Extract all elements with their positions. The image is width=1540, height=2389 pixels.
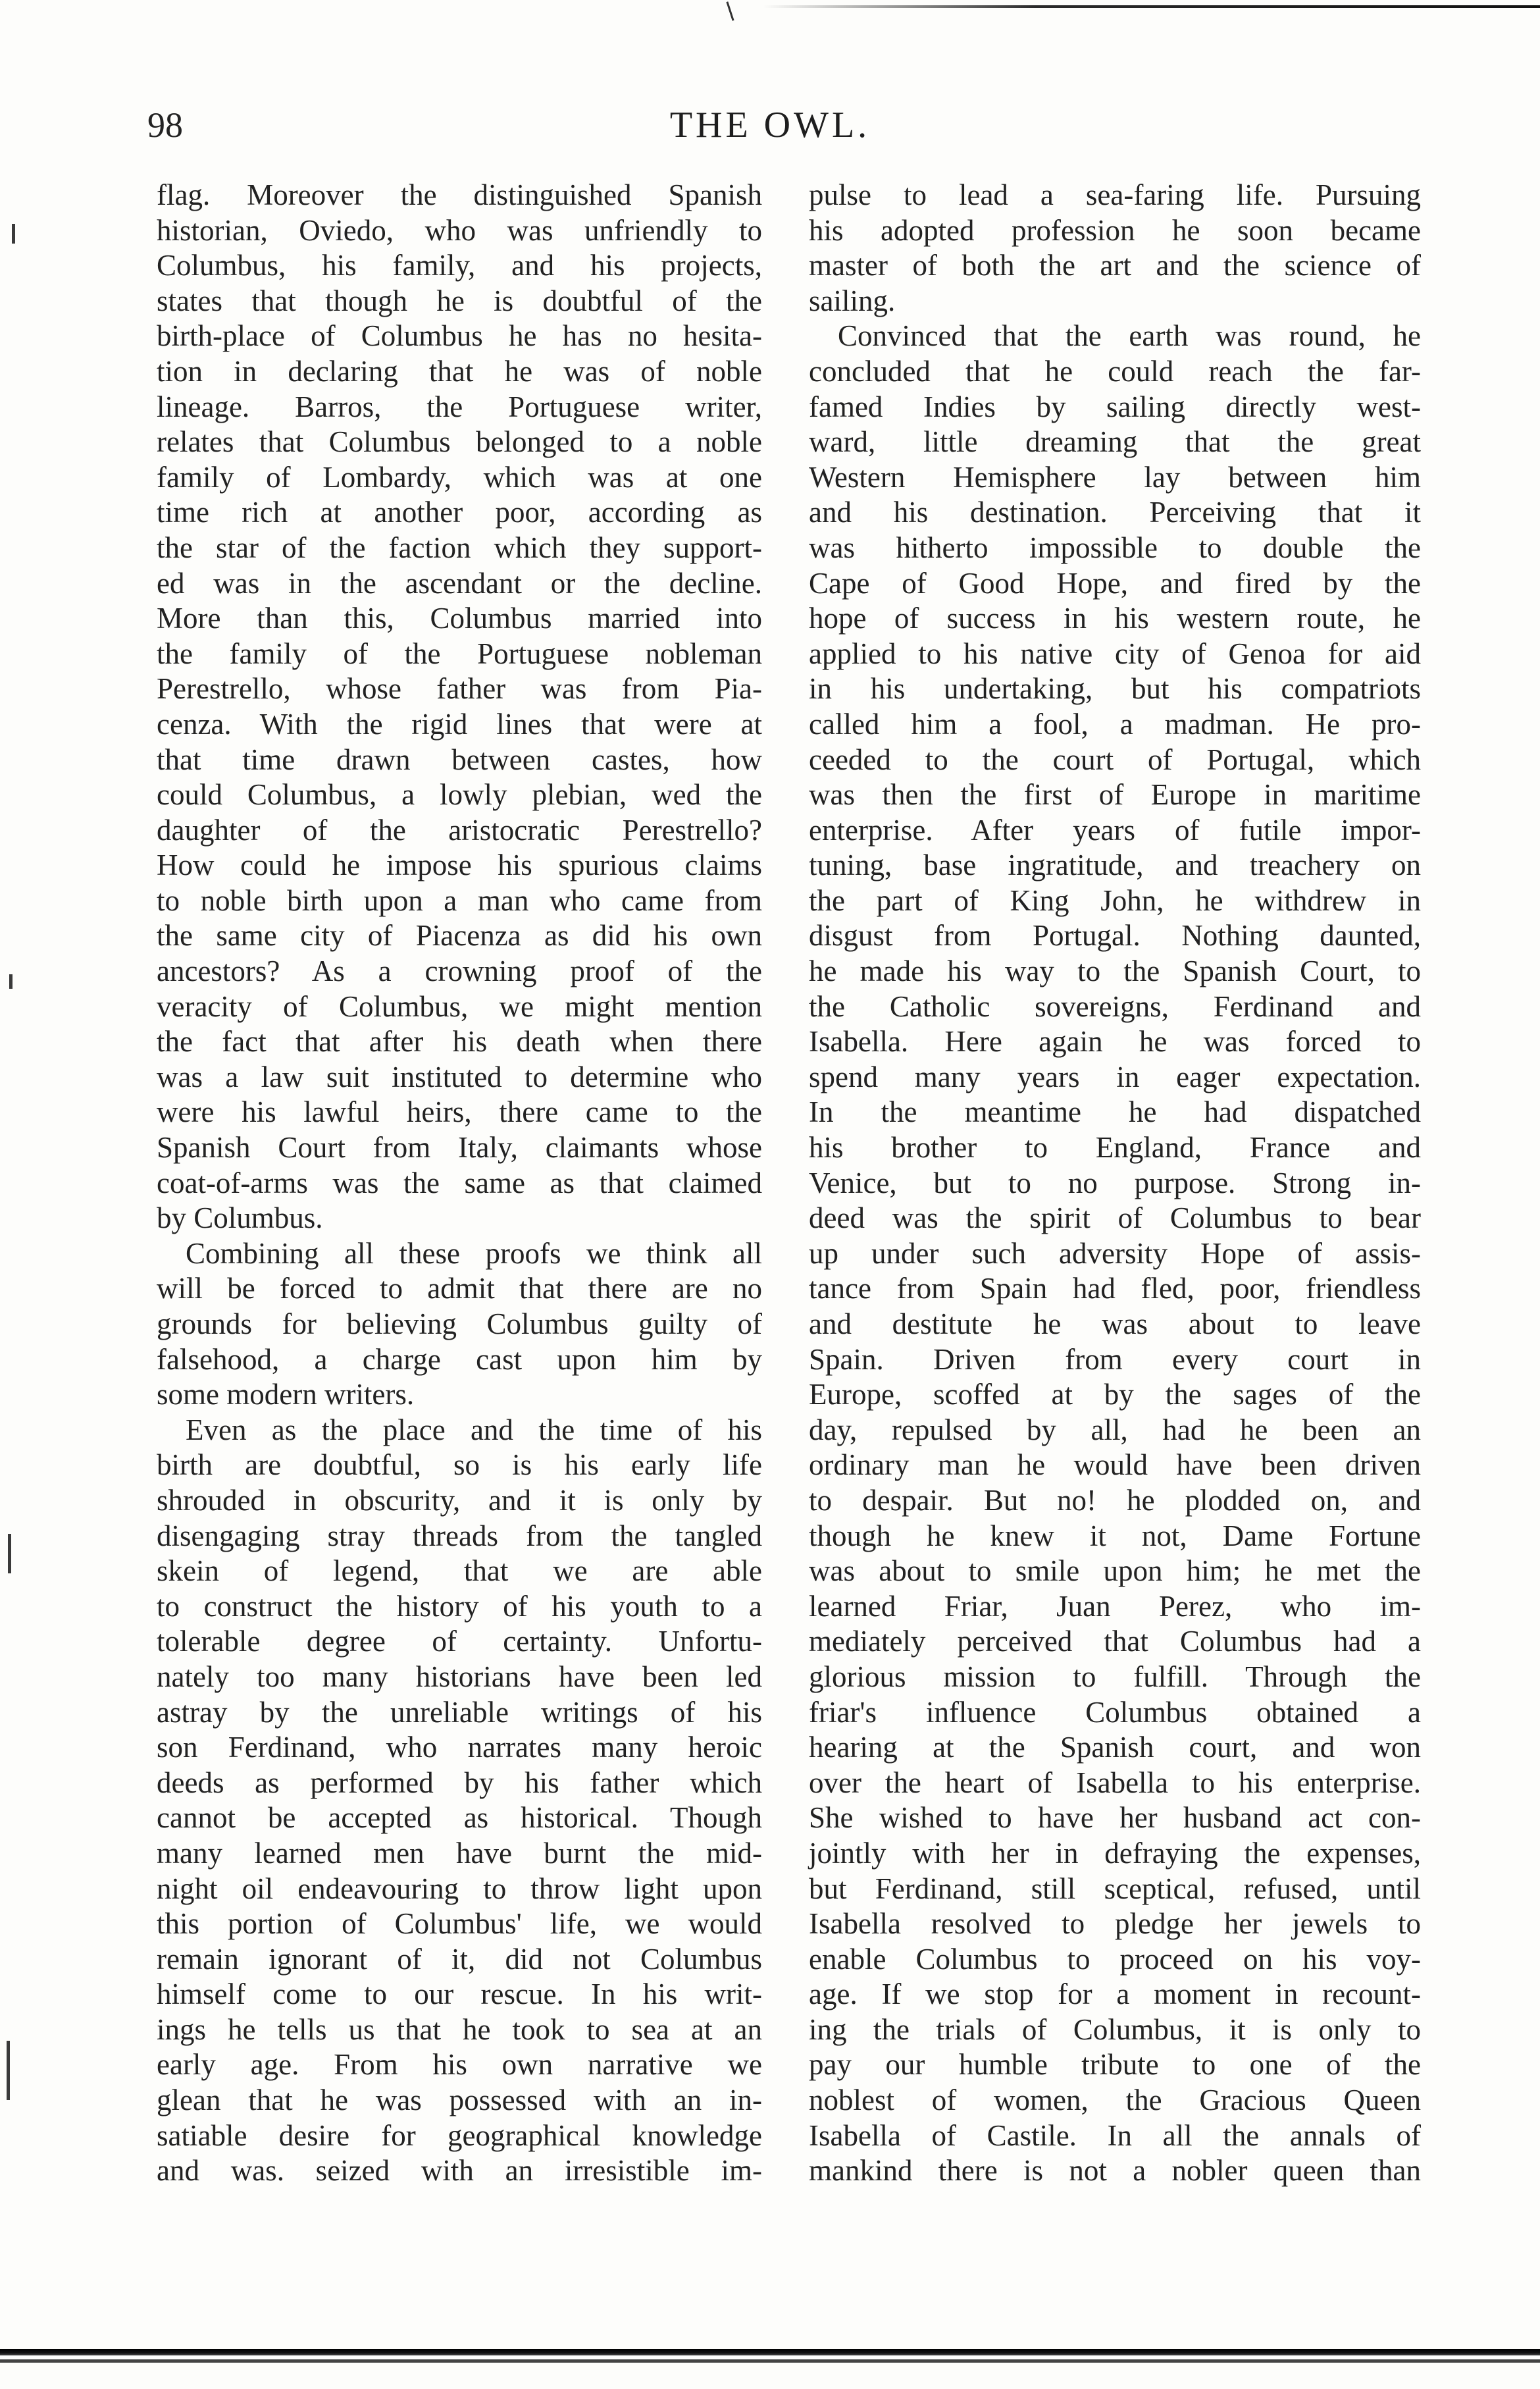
text-line: historian, Oviedo, who was unfriendly to <box>157 213 762 247</box>
text-line: tuning, base ingratitude, and treachery on <box>809 849 1421 882</box>
text-line: and was. seized with an irresistible im- <box>157 2154 762 2188</box>
text-line: coat-of-arms was the same as that claimed <box>157 1166 762 1199</box>
text-line: Western Hemisphere lay between him <box>809 460 1421 494</box>
text-line: Spain. Driven from every court in <box>809 1342 1421 1376</box>
text-line: and destitute he was about to leave <box>809 1307 1421 1340</box>
text-line: master of both the art and the science of <box>809 249 1421 282</box>
text-line: time rich at another poor, according as <box>157 496 762 529</box>
text-line: the family of the Portuguese nobleman <box>157 637 762 670</box>
text-line: ed was in the ascendant or the decline. <box>157 566 762 600</box>
text-line: grounds for believing Columbus guilty of <box>157 1307 762 1340</box>
text-line: She wished to have her husband act con- <box>809 1801 1421 1835</box>
text-line: deed was the spirit of Columbus to bear <box>809 1201 1421 1235</box>
text-line: disengaging stray threads from the tangled <box>157 1519 762 1552</box>
text-line: Convinced that the earth was round, he <box>838 319 1421 353</box>
text-line: states that though he is doubtful of the <box>157 284 762 317</box>
text-line: some modern writers. <box>157 1378 415 1411</box>
text-line: relates that Columbus belonged to a noble <box>157 425 762 459</box>
text-line: hope of success in his western route, he <box>809 602 1421 635</box>
page-number: 98 <box>147 105 183 145</box>
text-line: flag. Moreover the distinguished Spanish <box>157 178 762 211</box>
text-line: by Columbus. <box>157 1201 323 1235</box>
text-line: to noble birth upon a man who came from <box>157 883 762 917</box>
text-line: satiable desire for geographical knowledge <box>157 2118 762 2152</box>
text-line: cannot be accepted as historical. Though <box>157 1801 762 1835</box>
text-line: mankind there is not a nobler queen than <box>809 2154 1421 2188</box>
text-line: night oil endeavouring to throw light upon <box>157 1872 762 1905</box>
text-line: veracity of Columbus, we might mention <box>157 989 762 1023</box>
text-line: could Columbus, a lowly plebian, wed the <box>157 778 762 812</box>
text-line: this portion of Columbus' life, we would <box>157 1907 762 1941</box>
text-line: were his lawful heirs, there came to the <box>157 1095 762 1129</box>
text-line: glean that he was possessed with an in- <box>157 2084 762 2117</box>
text-line: enable Columbus to proceed on his voy- <box>809 1942 1421 1976</box>
text-line: to despair. But no! he plodded on, and <box>809 1483 1421 1517</box>
text-line: ings he tells us that he took to sea at an <box>157 2012 762 2046</box>
text-line: disgust from Portugal. Nothing daunted, <box>809 919 1421 953</box>
text-line: Combining all these proofs we think all <box>186 1236 762 1270</box>
scan-bottom-rule-secondary <box>0 2359 1540 2363</box>
text-line: son Ferdinand, who narrates many heroic <box>157 1731 762 1764</box>
text-line: deeds as performed by his father which <box>157 1766 762 1799</box>
text-line: shrouded in obscurity, and it is only by <box>157 1483 762 1517</box>
text-line: early age. From his own narrative we <box>157 2048 762 2082</box>
text-line: skein of legend, that we are able <box>157 1554 762 1588</box>
running-title: THE OWL. <box>669 105 871 145</box>
text-line: noblest of women, the Gracious Queen <box>809 2084 1421 2117</box>
text-line: age. If we stop for a moment in recount- <box>809 1978 1421 2011</box>
text-line: applied to his native city of Genoa for aid <box>809 637 1421 670</box>
text-line: ceeded to the court of Portugal, which <box>809 743 1421 776</box>
text-line: the fact that after his death when there <box>157 1025 762 1059</box>
scan-bottom-rule <box>0 2349 1540 2355</box>
text-line: friar's influence Columbus obtained a <box>809 1695 1421 1729</box>
text-line: pulse to lead a sea-faring life. Pursuing <box>809 178 1421 211</box>
margin-speck <box>12 224 15 244</box>
text-line: the star of the faction which they support- <box>157 531 762 564</box>
text-line: falsehood, a charge cast upon him by <box>157 1342 762 1376</box>
text-line: ordinary man he would have been driven <box>809 1448 1421 1482</box>
text-line: tion in declaring that he was of noble <box>157 354 762 388</box>
text-line: though he knew it not, Dame Fortune <box>809 1519 1421 1552</box>
text-line: was then the first of Europe in maritime <box>809 778 1421 812</box>
text-line: Isabella resolved to pledge her jewels to <box>809 1907 1421 1941</box>
text-line: the same city of Piacenza as did his own <box>157 919 762 953</box>
scan-top-mark <box>726 1 734 20</box>
text-line: Europe, scoffed at by the sages of the <box>809 1378 1421 1411</box>
text-line: that time drawn between castes, how <box>157 743 762 776</box>
text-line: astray by the unreliable writings of his <box>157 1695 762 1729</box>
text-line: mediately perceived that Columbus had a <box>809 1625 1421 1658</box>
text-line: pay our humble tribute to one of the <box>809 2048 1421 2082</box>
text-line: Even as the place and the time of his <box>186 1413 762 1446</box>
text-line: ancestors? As a crowning proof of the <box>157 955 762 988</box>
text-line: his adopted profession he soon became <box>809 213 1421 247</box>
text-line: Cape of Good Hope, and fired by the <box>809 566 1421 600</box>
text-line: tolerable degree of certainty. Unfortu- <box>157 1625 762 1658</box>
text-line: many learned men have burnt the mid- <box>157 1836 762 1870</box>
text-line: called him a fool, a madman. He pro- <box>809 707 1421 741</box>
margin-speck <box>7 2041 10 2100</box>
text-line: will be forced to admit that there are no <box>157 1272 762 1305</box>
text-line: but Ferdinand, still sceptical, refused, until <box>809 1872 1421 1905</box>
text-line: lineage. Barros, the Portuguese writer, <box>157 390 762 423</box>
text-line: Isabella. Here again he was forced to <box>809 1025 1421 1059</box>
text-line: in his undertaking, but his compatriots <box>809 672 1421 706</box>
text-line: himself come to our rescue. In his writ- <box>157 1978 762 2011</box>
left-text-column <box>157 178 762 2189</box>
text-line: family of Lombardy, which was at one <box>157 460 762 494</box>
right-text-column <box>809 178 1421 2189</box>
text-line: was a law suit instituted to determine who <box>157 1060 762 1093</box>
text-line: he made his way to the Spanish Court, to <box>809 955 1421 988</box>
text-line: jointly with her in defraying the expenses, <box>809 1836 1421 1870</box>
text-line: ward, little dreaming that the great <box>809 425 1421 459</box>
text-line: birth are doubtful, so is his early life <box>157 1448 762 1482</box>
text-line: his brother to England, France and <box>809 1131 1421 1165</box>
text-line: Perestrello, whose father was from Pia- <box>157 672 762 706</box>
margin-speck <box>8 1534 11 1573</box>
margin-speck <box>9 974 13 989</box>
text-line: enterprise. After years of futile impor- <box>809 813 1421 847</box>
text-line: hearing at the Spanish court, and won <box>809 1731 1421 1764</box>
text-line: day, repulsed by all, had he been an <box>809 1413 1421 1446</box>
text-line: birth-place of Columbus he has no hesita- <box>157 319 762 353</box>
text-line: Columbus, his family, and his projects, <box>157 249 762 282</box>
text-line: nately too many historians have been led <box>157 1660 762 1693</box>
text-line: up under such adversity Hope of assis- <box>809 1236 1421 1270</box>
text-line: to construct the history of his youth to a <box>157 1589 762 1623</box>
text-line: was about to smile upon him; he met the <box>809 1554 1421 1588</box>
text-line: sailing. <box>809 284 896 317</box>
text-line: famed Indies by sailing directly west- <box>809 390 1421 423</box>
text-line: Isabella of Castile. In all the annals of <box>809 2118 1421 2152</box>
text-line: tance from Spain had fled, poor, friendless <box>809 1272 1421 1305</box>
text-line: the Catholic sovereigns, Ferdinand and <box>809 989 1421 1023</box>
text-line: How could he impose his spurious claims <box>157 849 762 882</box>
scan-top-rule <box>763 5 1540 8</box>
text-line: and his destination. Perceiving that it <box>809 496 1421 529</box>
text-line: In the meantime he had dispatched <box>809 1095 1421 1129</box>
text-line: spend many years in eager expectation. <box>809 1060 1421 1093</box>
text-line: learned Friar, Juan Perez, who im- <box>809 1589 1421 1623</box>
text-line: cenza. With the rigid lines that were at <box>157 707 762 741</box>
text-line: was hitherto impossible to double the <box>809 531 1421 564</box>
text-line: Venice, but to no purpose. Strong in- <box>809 1166 1421 1199</box>
text-line: glorious mission to fulfill. Through the <box>809 1660 1421 1693</box>
text-line: ing the trials of Columbus, it is only to <box>809 2012 1421 2046</box>
text-line: More than this, Columbus married into <box>157 602 762 635</box>
text-line: the part of King John, he withdrew in <box>809 883 1421 917</box>
text-line: Spanish Court from Italy, claimants whose <box>157 1131 762 1165</box>
text-line: concluded that he could reach the far- <box>809 354 1421 388</box>
text-line: daughter of the aristocratic Perestrello? <box>157 813 762 847</box>
text-line: remain ignorant of it, did not Columbus <box>157 1942 762 1976</box>
text-line: over the heart of Isabella to his enterprise. <box>809 1766 1421 1799</box>
